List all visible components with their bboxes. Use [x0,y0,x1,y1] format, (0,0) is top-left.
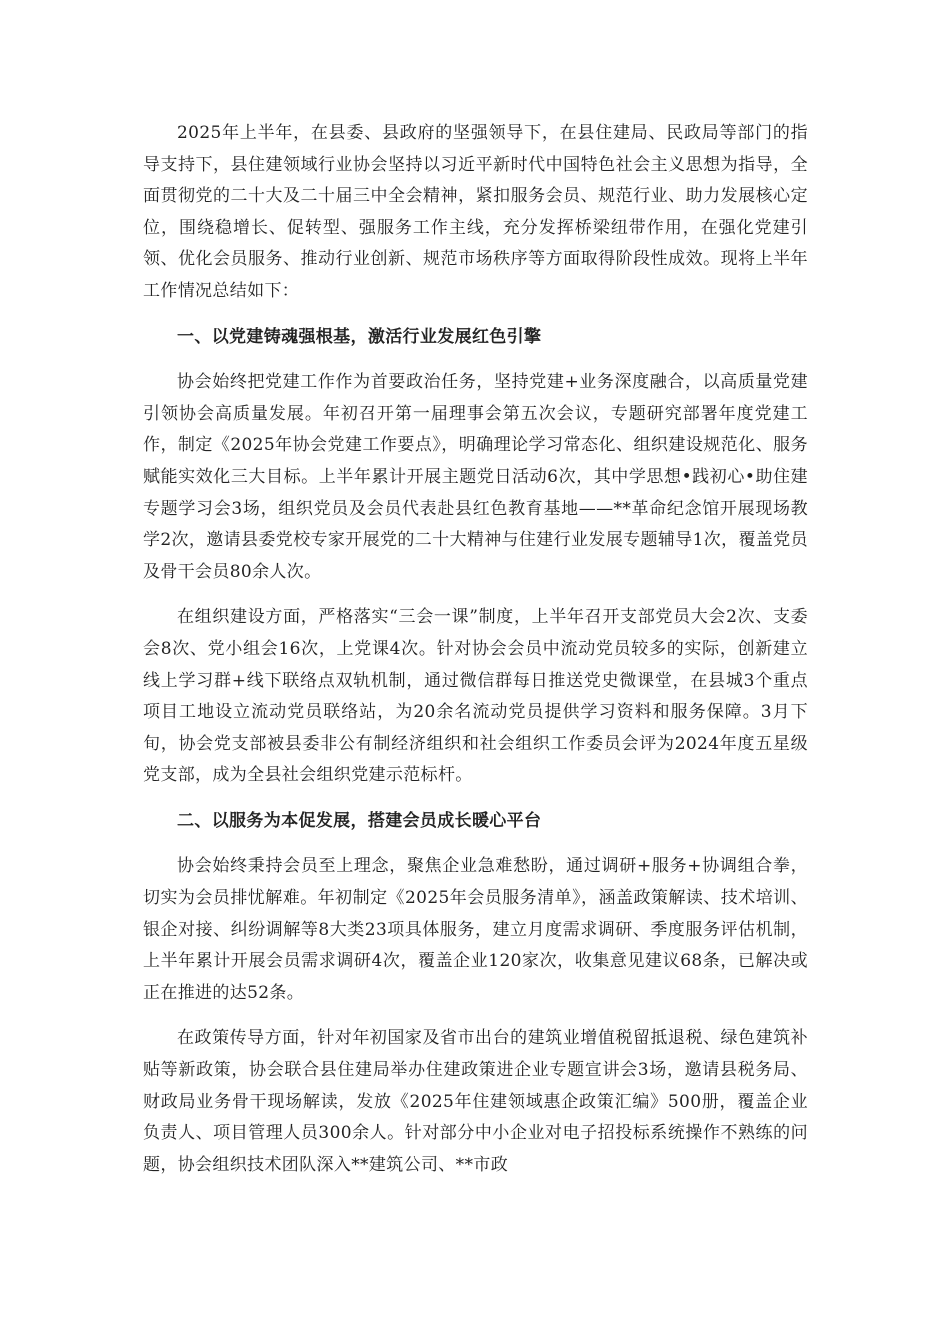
section-heading-party-building: 一、以党建铸魂强根基，激活行业发展红色引擎 [177,326,542,347]
organization-paragraph: 在组织建设方面，严格落实“三会一课”制度，上半年召开支部党员大会2次、支委会8次、党小组会16次，上党课4次。针对协会会员中流动党员较多的实际，创新建立线上学习群+线下联络点双轨机制，通过微信群每日推送党史微课堂，在县城3个重点项目工地设立流动党员联络站，为20余名流动党员提供学习资料和服务保障。3月下旬，协会党支部被县委非公有制经济组织和社会组织工作委员会评为2024年度五星级党支部，成为全县社会组织党建示范标杆。 [143,607,808,786]
party-building-paragraph: 协会始终把党建工作作为首要政治任务，坚持党建+业务深度融合，以高质量党建引领协会高质量发展。年初召开第一届理事会第五次会议，专题研究部署年度党建工作，制定《2025年协会党建工作要点》，明确理论学习常态化、组织建设规范化、服务赋能实效化三大目标。上半年累计开展主题党日活动6次，其中学思想•践初心•助住建专题学习会3场，组织党员及会员代表赴县红色教育基地——**革命纪念馆开展现场教学2次，邀请县委党校专家开展党的二十大精神与住建行业发展专题辅导1次，覆盖党员及骨干会员80余人次。 [143,372,808,582]
document-page [143,118,808,1195]
section-heading-member-service: 二、以服务为本促发展，搭建会员成长暖心平台 [177,810,542,831]
intro-paragraph: 2025年上半年，在县委、县政府的坚强领导下，在县住建局、民政局等部门的指导支持下，县住建领域行业协会坚持以习近平新时代中国特色社会主义思想为指导，全面贯彻党的二十大及二十届三中全会精神，紧扣服务会员、规范行业、助力发展核心定位，围绕稳增长、促转型、强服务工作主线，充分发挥桥梁纽带作用，在强化党建引领、优化会员服务、推动行业创新、规范市场秩序等方面取得阶段性成效。现将上半年工作情况总结如下： [143,123,808,301]
member-service-paragraph: 协会始终秉持会员至上理念，聚焦企业急难愁盼，通过调研+服务+协调组合拳，切实为会员排忧解难。年初制定《2025年会员服务清单》，涵盖政策解读、技术培训、银企对接、纠纷调解等8大类23项具体服务，建立月度需求调研、季度服务评估机制，上半年累计开展会员需求调研4次，覆盖企业120家次，收集意见建议68条，已解决或正在推进的达52条。 [143,856,808,1003]
policy-paragraph: 在政策传导方面，针对年初国家及省市出台的建筑业增值税留抵退税、绿色建筑补贴等新政策，协会联合县住建局举办住建政策进企业专题宣讲会3场，邀请县税务局、财政局业务骨干现场解读，发放《2025年住建领域惠企政策汇编》500册，覆盖企业负责人、项目管理人员300余人。针对部分中小企业对电子招投标系统操作不熟练的问题，协会组织技术团队深入**建筑公司、**市政 [143,1028,808,1175]
